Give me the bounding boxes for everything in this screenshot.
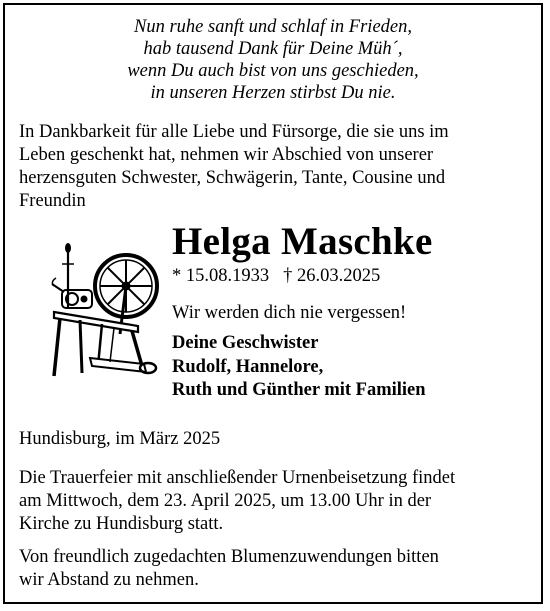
intro-line: Leben geschenkt hat, nehmen wir Abschied von unserer: [19, 145, 434, 165]
intro-line: herzensguten Schwester, Schwägerin, Tante, Cousine und: [19, 168, 446, 188]
flower-request: [19, 546, 534, 592]
poem-line: hab tausend Dank für Deine Müh´,: [143, 39, 403, 59]
poem-line: Nun ruhe sanft und schlaf in Frieden,: [134, 17, 412, 37]
flower-line: Von freundlich zugedachten Blumenzuwendungen bitten: [19, 547, 439, 567]
deceased-name: Helga Maschke: [172, 220, 433, 263]
funeral-line: am Mittwoch, dem 23. April 2025, um 13.00 Uhr in der: [19, 491, 432, 511]
poem-line: wenn Du auch bist von uns geschieden,: [127, 61, 419, 81]
intro-text: [19, 121, 534, 213]
intro-line: Freundin: [19, 191, 86, 211]
flower-line: wir Abstand zu nehmen.: [19, 570, 199, 590]
funeral-line: Kirche zu Hundisburg statt.: [19, 514, 224, 534]
birth-date: * 15.08.1933: [172, 266, 270, 286]
mourner-line: Rudolf, Hannelore,: [172, 356, 324, 377]
intro-line: In Dankbarkeit für alle Liebe und Fürsorge, die sie uns im: [19, 122, 449, 142]
place-date: Hundisburg, im März 2025: [19, 429, 221, 449]
death-date: † 26.03.2025: [283, 266, 381, 286]
motto: Wir werden dich nie vergessen!: [172, 303, 407, 323]
spinning-wheel-icon: [42, 238, 162, 383]
mourners: [172, 332, 426, 403]
mourner-line: Ruth und Günther mit Familien: [172, 380, 426, 400]
poem-line: in unseren Herzen stirbst Du nie.: [150, 83, 396, 103]
funeral-info: [19, 467, 534, 536]
life-dates: [172, 265, 380, 287]
poem: [0, 16, 546, 104]
funeral-line: Die Trauerfeier mit anschließender Urnenbeisetzung findet: [19, 468, 456, 488]
mourner-line: Deine Geschwister: [172, 333, 319, 353]
